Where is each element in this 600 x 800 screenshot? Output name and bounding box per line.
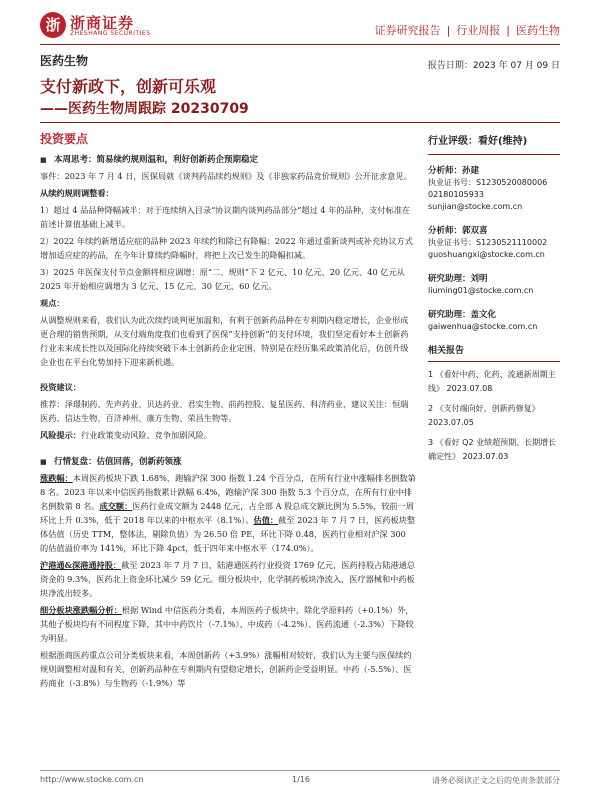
analyst-email[interactable]: guoshuangxi@stocke.com.cn: [428, 250, 545, 259]
label-subsector: 细分板块涨跌幅分析：: [40, 605, 122, 615]
risk-paragraph: [40, 428, 416, 442]
page-subtitle: ——医药生物周跟踪 20230709: [40, 101, 249, 117]
nav-separator: |: [506, 24, 510, 37]
label-valuation: 估值：: [253, 515, 279, 525]
event-paragraph: 事件：2023 年 7 月 4 日，医保局就《谈判药品续约规则》及《非独家药品竞价规则》公开征求意见。: [40, 171, 412, 181]
risk-label: 风险提示：: [40, 430, 81, 440]
label-volume: 成交额：: [99, 501, 133, 511]
paragraph-rule-3: 3）2025 年医保支付节点金额将相应调增：原“二、规则”下 2 亿元、10 亿元、20 亿元、40 亿元从 2025 年开始相应调增为 3 亿元、15 亿元、30 亿元、60 亿元。: [40, 267, 405, 291]
text-volume: 医药行业成交额为 2448 亿元，占全部 A 股总成交额比例为 5.5%，较前一周环比上升 0.3%，低于 2018 年以来的中枢水平（8.1%）。: [40, 501, 414, 525]
paragraph-view: 从调整规则来看，我们认为此次续约谈判更加温和，有利于创新药品种在专利期内稳定增长，企业形成更合理的销售预期，从支付端角度我们也看到了医保“支持创新”的支付环境，我们坚定看好本土创新药行业未来成长性以及国际化持续突破下本土创新药企业定围，特别是在经历集采政策消化后，仿创升级企业也在平台化势加持下迎来新机遇。: [40, 315, 409, 367]
logo-text: 浙商证券: [70, 14, 135, 32]
company-logo: [40, 12, 160, 40]
sidebar: [428, 128, 560, 470]
text-valuation: 截至 2023 年 7 月 7 日，医药板块整体估值（历史 TTM，整体法，剔除负值）为 26.50 倍 PE，环比下降 0.48，医药行业相对沪深 300 的估值溢价率为 141%，环比下降 4pct，低于四年来中枢水平（174.0%）。: [40, 515, 416, 553]
nav-item-research: 证券研究报告: [374, 24, 441, 37]
nav-separator: |: [446, 24, 451, 37]
analyst-card: [428, 309, 560, 333]
footer-url[interactable]: http://www.stocke.com.cn: [40, 775, 144, 784]
sector-label: 医药生物: [40, 54, 89, 68]
analyst-cert: 执业证书号：S1230520080006: [428, 178, 548, 187]
paragraph-rule-2: 2）2022 年续约新增适应症的品种 2023 年续约和除已有降幅：2022 年通过重新谈判或补充协议方式增加适应症的药品，在今年计算续约降幅时，将把上次已发生的降幅扣减。: [40, 236, 413, 260]
analyst-email[interactable]: sunjian@stocke.com.cn: [428, 202, 523, 211]
nav-item-weekly: 行业周报: [456, 24, 501, 37]
analyst-name: 分析师：孙建: [428, 166, 480, 176]
paragraph-advice: 推荐：泽璟制药、先声药业、贝达药业、君实生物、前药控股、复星医药、科济药业，建议关注：恒瑞医药、信达生物、百济神州、康方生物、荣昌生物等。: [40, 399, 409, 423]
page-number: 1/16: [292, 775, 310, 784]
paragraph-rule-1: 1）超过 4 品品种降幅减半：对于连续纳入目录“协议期内谈判药品部分”超过 4 年的品种，支付标准在前述计算值基础上减半。: [40, 205, 411, 229]
nav-item-sector: 医药生物: [516, 24, 560, 37]
report-date: 报告日期：2023 年 07 月 09 日: [427, 61, 560, 71]
related-report-item[interactable]: 1 《看好中药、化药、流通新周期主线》 2023.07.08: [428, 370, 556, 393]
section-title-investment: 投资要点: [40, 132, 89, 146]
risk-text: 行业政策变动风险、竞争加剧风险。: [80, 430, 212, 440]
analyst-card: [428, 273, 560, 297]
label-connect: 沪港通&深港通持股：: [40, 560, 122, 570]
analyst-name: 研究助理：刘明: [428, 274, 488, 284]
paragraph-market-2: [40, 558, 416, 600]
related-report-item[interactable]: 3 《看好 Q2 业绩超预期、长期增长确定性》 2023.07.03: [428, 438, 557, 461]
footer-disclaimer: 请务必阅读正文之后的免责条款部分: [432, 776, 560, 785]
analyst-phone: 02180105933: [428, 190, 484, 199]
analyst-card: [428, 165, 560, 213]
subheading-advice: 投资建议：: [40, 382, 81, 392]
footer-divider: [40, 770, 560, 771]
analyst-name: 分析师：郭双喜: [428, 226, 488, 236]
logo-text-en: ZHESHANG SECURITIES: [70, 30, 151, 37]
logo-mark-icon: 浙: [40, 12, 66, 38]
related-reports-title: 相关报告: [428, 345, 560, 362]
analyst-email[interactable]: gaiwenhua@stocke.com.cn: [428, 322, 538, 331]
bullet-heading-weekly-thought: ■ 本周思考：简易续约规则温和，利好创新药企预期稳定: [40, 153, 416, 167]
text-change: 本周医药板块下跌 1.68%，跑输沪深 300 指数 1.24 个百分点，在所有行业中涨幅排名倒数第 8 名。2023 年以来中信医药指数累计跌幅 6.4%，跑输沪深 300 指数 5.3 个百分点，在所有行业中排名倒数第 8 名。: [40, 473, 416, 511]
related-report-item[interactable]: 2 《支付端向好，创新药修复》 2023.07.05: [428, 404, 540, 427]
analyst-email[interactable]: liuming01@stocke.com.cn: [428, 286, 534, 295]
paragraph-market-1: [40, 471, 416, 555]
analyst-cert: 执业证书号：S1230521110002: [428, 238, 548, 247]
label-change: 涨跌幅：: [40, 473, 73, 483]
report-type-nav: [375, 22, 560, 38]
page-title: 支付新政下，创新可乐观: [40, 77, 217, 96]
main-content: [40, 128, 416, 693]
analyst-name: 研究助理：盖文化: [428, 310, 497, 320]
text-connect: 截至 2023 年 7 月 7 日，陆港通医药行业投资 1769 亿元，医药持股占陆港通总资金的 9.3%，医药北上资金环比减少 59 亿元。细分板块中，化学制药板块净流入，医疗器械和中药板块净流出较多。: [40, 560, 416, 598]
header-divider: [40, 44, 560, 45]
paragraph-market-4: 根据浙商医药重点公司分类板块来看，本周创新药（+3.9%）涨幅相对较好，我们认为主要与医保续约规则调整相对温和有关，创新药品种在专利期内有望稳定增长，创新药企受益明显。中药（-5.5%）、医药商业（-3.8%）与生物药（-1.9%）等: [40, 650, 412, 688]
analyst-card: [428, 225, 560, 261]
bullet-heading-market-review: ■ 行情复盘：估值回落，创新药领涨: [40, 455, 416, 469]
subheading-view: 观点：: [40, 298, 65, 308]
subheading-rules: 从续约规则调整看：: [40, 188, 114, 198]
paragraph-market-3: [40, 603, 416, 645]
text-subsector: 根据 Wind 中信医药分类看，本周医药子板块中，除化学原料药（+0.1%）外，其他子板块均有不同程度下降，其中中药饮片（-7.1%）、中成药（-4.2%）、医药流通（-2.3%）下降较为明显。: [40, 605, 414, 643]
industry-rating: 行业评级：看好(维持): [428, 128, 560, 155]
title-divider: [40, 122, 560, 123]
